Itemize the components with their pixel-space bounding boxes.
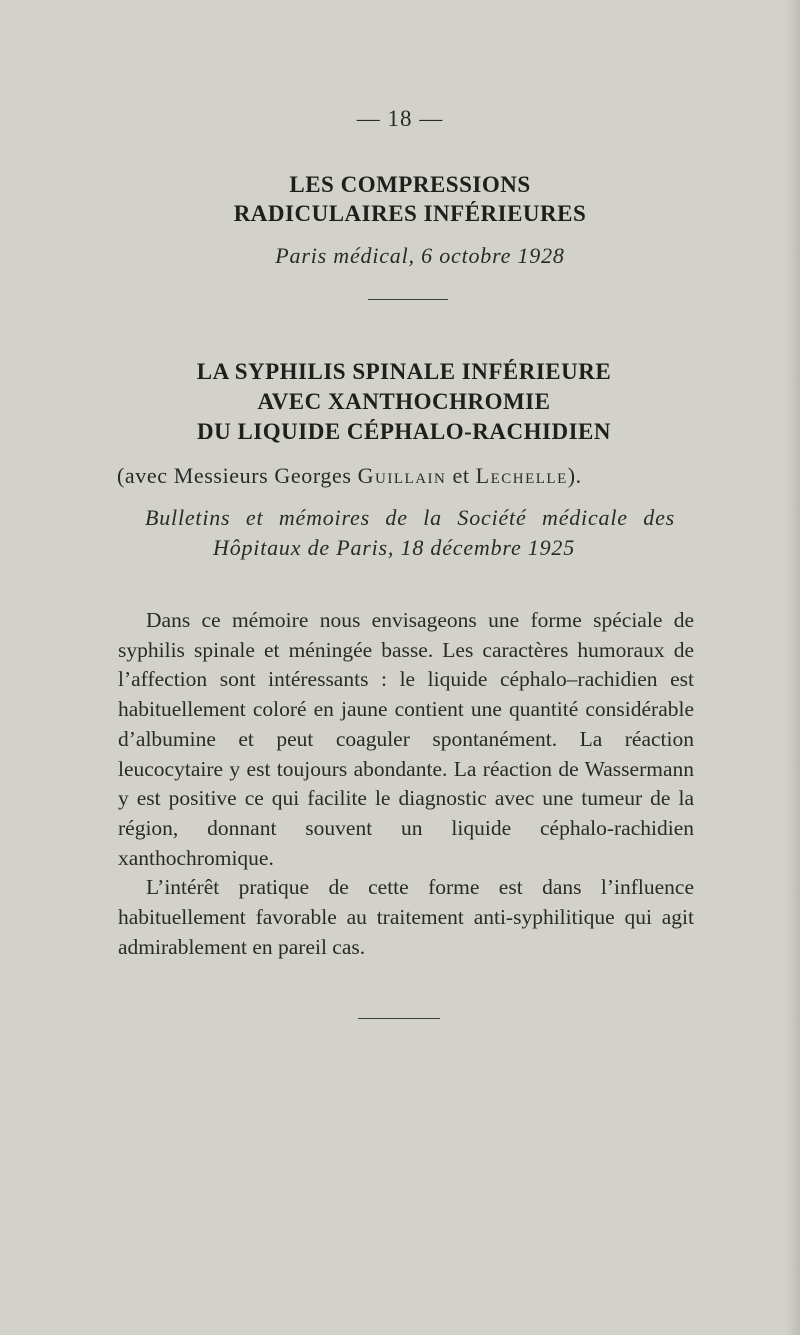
section1-title-line2: RADICULAIRES INFÉRIEURES <box>233 201 587 226</box>
authors-and: et <box>452 463 470 488</box>
section2-title-line1: LA SYPHILIS SPINALE INFÉRIEURE <box>196 359 612 384</box>
author-lechelle: Lechelle <box>475 463 568 488</box>
section2-title-line3: DU LIQUIDE CÉPHALO-RACHIDIEN <box>197 419 611 444</box>
paragraph-1: Dans ce mémoire nous envisageons une forme spéciale de syphilis spinale et méningée basse. Les caractères humoraux de l’affection sont intéressants : le liquide céphalo–rachidien est habituellement coloré en jaune contient une quantité considérable d’albumine et peut coaguler spontanément. La réaction leucocytaire y est toujours abondante. La réaction de Wassermann y est positive ce qui facilite le diagnostic avec une tumeur de la région, donnant souvent un liquide céphalo-rachidien xanthochromique. <box>118 608 694 870</box>
author-guillain: Guillain <box>357 463 447 488</box>
page-number: — 18 — <box>356 106 444 131</box>
separator-rule <box>368 299 448 300</box>
section1-source: Paris médical, 6 octobre 1928 <box>275 243 565 268</box>
section2-source-line1: Bulletins et mémoires de la Société médicale des <box>145 505 675 530</box>
end-rule <box>358 1018 440 1019</box>
abstract-text <box>118 606 694 962</box>
authors-prefix: (avec Messieurs Georges <box>117 463 352 488</box>
authors-line <box>117 463 697 489</box>
section2-title-line2: AVEC XANTHOCHROMIE <box>257 389 551 414</box>
authors-suffix: ). <box>567 463 582 488</box>
section1-title-line1: LES COMPRESSIONS <box>289 172 531 197</box>
section2-source-line2: Hôpitaux de Paris, 18 décembre 1925 <box>213 535 576 560</box>
paragraph-2: L’intérêt pratique de cette forme est dans l’influence habituellement favorable au traitement anti-syphilitique qui agit admirablement en pareil cas. <box>118 875 694 959</box>
